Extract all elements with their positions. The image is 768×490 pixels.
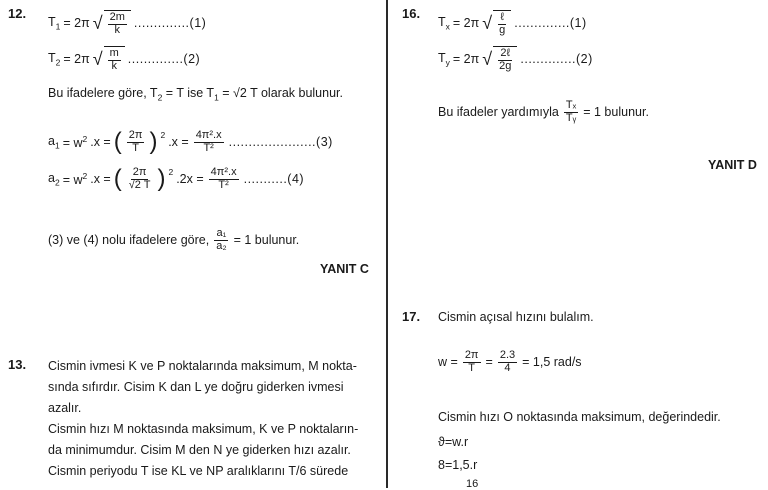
q12-answer: YANIT C (320, 262, 369, 276)
q12-conclusion: (3) ve (4) nolu ifadelere göre, $\frac{\text{a₁}}{\text{a₂}}$ = 1 bulunur. (48, 227, 300, 252)
q13-line: da minimumdur. Cisim M den N ye giderken hızı azalır. (48, 443, 351, 457)
q17-intro: Cismin açısal hızını bulalım. (438, 310, 594, 324)
q13-line: sında sıfırdır. Cisim K dan L ye doğru giderken ivmesi (48, 380, 344, 394)
q12-t2-equation: $T_2$ = 2π √ $\frac{m}{k}$ ..............(2) (48, 47, 201, 72)
q17-speed-text: Cismin hızı O noktasında maksimum, değerindedir. (438, 410, 721, 424)
q16-answer: YANIT D (708, 158, 757, 172)
sqrt-symbol: √ $\frac{m}{k}$ (93, 46, 125, 72)
question-13-number: 13. (8, 357, 27, 372)
q13-line: azalır. (48, 401, 82, 415)
sqrt-symbol: √ $\frac{2m}{k}$ (93, 10, 131, 36)
q16-conclusion: Bu ifadeler yardımıyla $\frac{\text{Tₓ}}{\text{Tᵧ}}$ = 1 bulunur. (438, 99, 649, 124)
column-divider (386, 0, 388, 488)
question-17-number: 17. (402, 309, 421, 324)
q12-t1-equation: $T_1$ = 2π √ $\frac{2m}{k}$ ..............(1) (48, 11, 207, 36)
q16-ty-equation: $T_y$ = 2π √ $\frac{\text{2ℓ}}{2g}$ ..............(2) (438, 47, 593, 72)
q12-sentence: Bu ifadelere göre, $T_2 = T$ ise $T_1 = √2$ T olarak bulunur. (48, 86, 343, 103)
q13-line: Cismin hızı M noktasında maksimum, K ve P noktaların- (48, 422, 359, 436)
q13-line: Cismin ivmesi K ve P noktalarında maksimum, M nokta- (48, 359, 357, 373)
q13-line: Cismin periyodu T ise KL ve NP aralıklarını T/6 sürede (48, 464, 349, 478)
q13-body (48, 356, 358, 482)
q12-a1-equation: $a_1$ = $w^2$ .x = ( $\frac{2\pi}{T}$ ) $^2$ .x = $\frac{\text{4π².x}}{\text{T²}}$ ......................(3) (48, 128, 333, 156)
q12-a2-equation: $a_2$ = $w^2$ .x = ( $\frac{2\pi}{√2 T}$ ) $^2$ .2x = $\frac{\text{4π².x}}{\text{T²}}$ ...........(4) (48, 165, 305, 193)
q17-partial-fraction: 16 (466, 478, 479, 490)
question-16-number: 16. (402, 6, 421, 21)
q17-v-formula: ϑ=w.r (438, 435, 469, 449)
sqrt-symbol: √ $\frac{\text{ℓ}}{g}$ (482, 10, 511, 36)
q17-v-substitution: 8=1,5.r (438, 458, 478, 472)
q16-tx-equation: $T_x$ = 2π √ $\frac{\text{ℓ}}{g}$ ..............(1) (438, 11, 587, 36)
sqrt-symbol: √ $\frac{\text{2ℓ}}{2g}$ (482, 46, 517, 72)
q17-w-equation: w = $\frac{2\pi}{T}$ = $\frac{2.3}{4}$ = 1,5 rad/s (438, 349, 582, 374)
question-12-number: 12. (8, 6, 27, 21)
